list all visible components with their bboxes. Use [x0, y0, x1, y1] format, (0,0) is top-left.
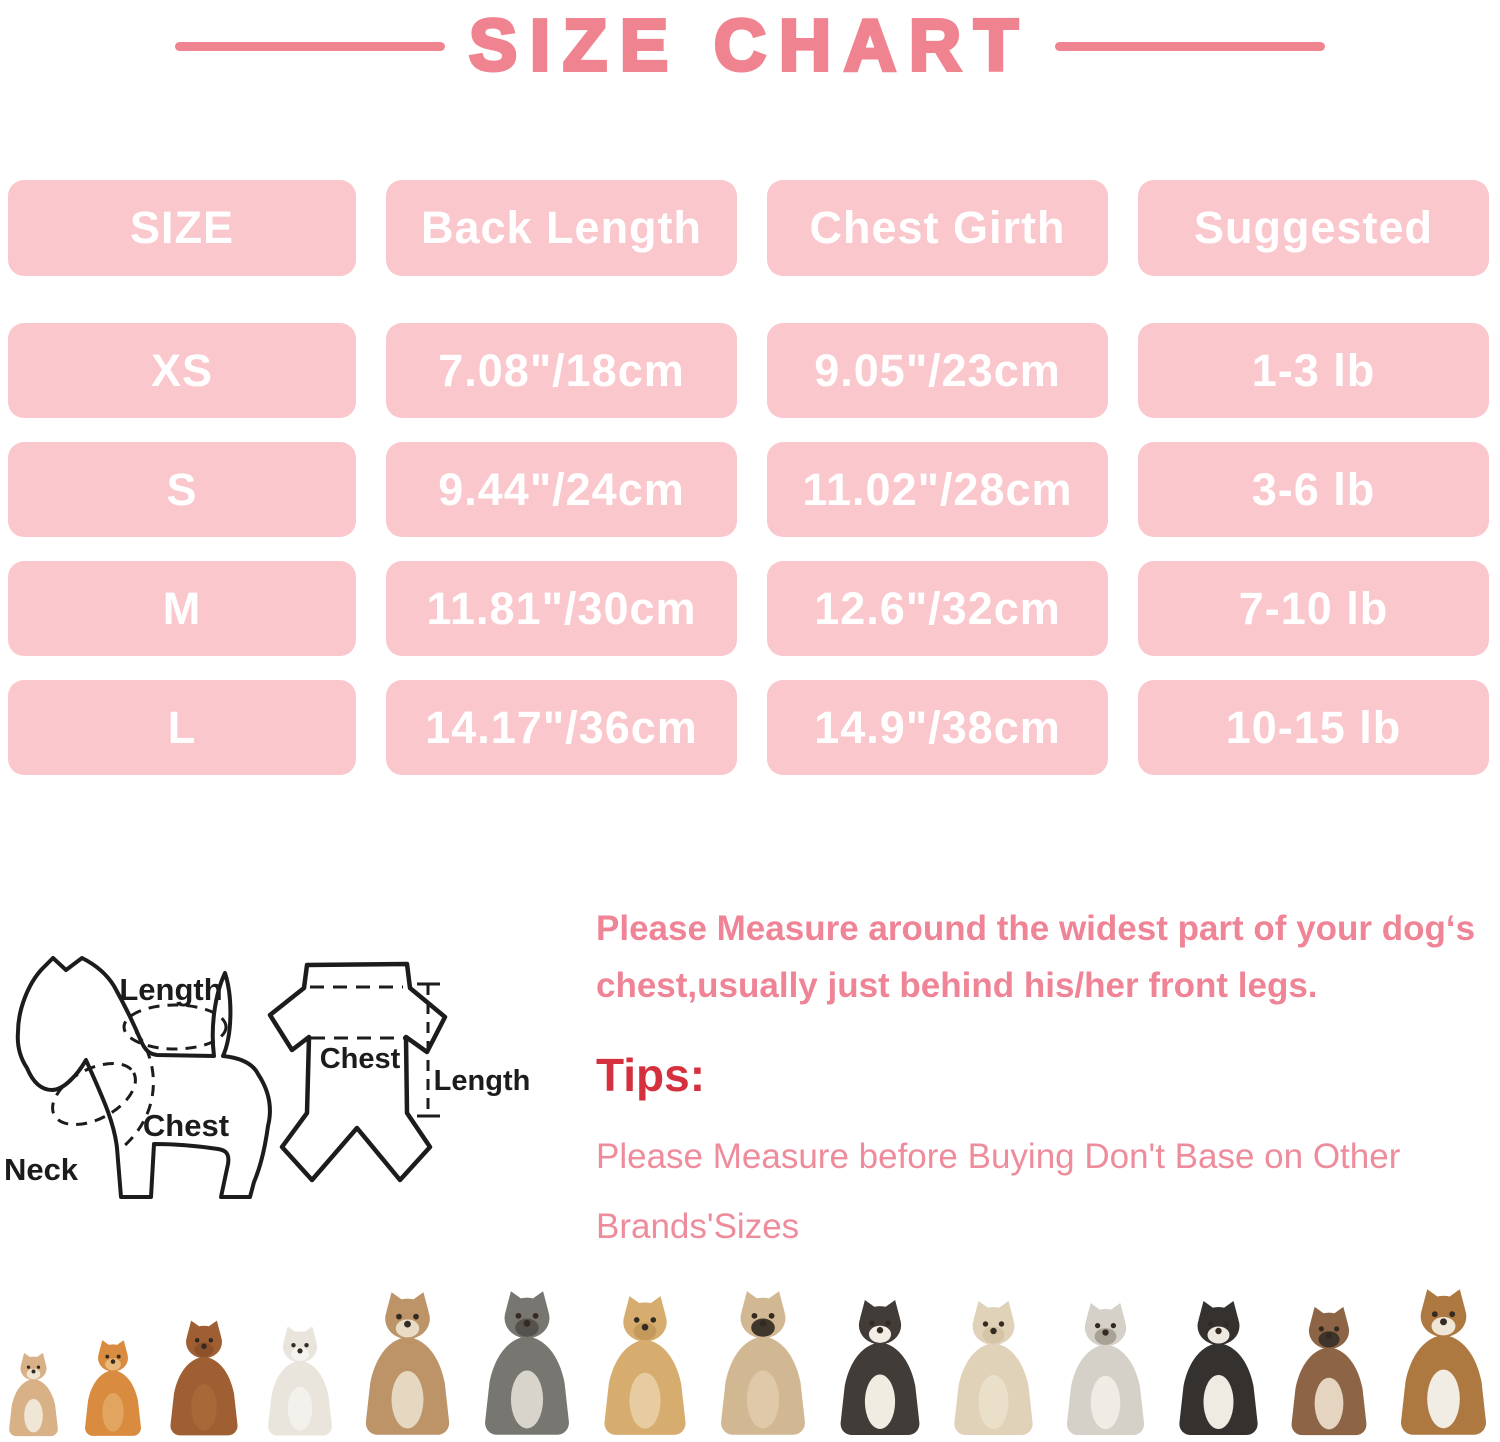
dog-photos-row: [0, 1286, 1500, 1438]
dog-length-label: Length: [119, 972, 223, 1007]
dog-photo-cavalier: [829, 1297, 931, 1438]
table-cell-suggested: 1-3 lb: [1138, 323, 1489, 418]
size-table-header: [8, 180, 1489, 276]
dog-photo-french-bulldog: [1281, 1304, 1377, 1438]
dog-photo-pomeranian: [77, 1338, 149, 1438]
table-cell-back-length: 7.08"/18cm: [386, 323, 737, 418]
page-title: SIZE CHART: [469, 6, 1031, 86]
dog-photo-boston-terrier: [1168, 1298, 1269, 1438]
title-divider-left: [175, 42, 445, 51]
table-cell-chest-girth: 14.9"/38cm: [767, 680, 1108, 775]
dog-photo-chihuahua: [2, 1351, 65, 1438]
header-cell-size: SIZE: [8, 180, 356, 276]
garment-length-label: Length: [433, 1065, 531, 1097]
title-divider-right: [1055, 42, 1325, 51]
tips-body: Please Measure before Buying Don't Base on Other Brands'Sizes: [596, 1137, 1401, 1247]
dog-photo-pug: [709, 1288, 817, 1438]
dog-neck-label: Neck: [3, 1152, 79, 1187]
table-cell-back-length: 14.17"/36cm: [386, 680, 737, 775]
table-cell-chest-girth: 11.02"/28cm: [767, 442, 1108, 537]
measurement-diagram: [0, 915, 580, 1220]
header-cell-back-length: Back Length: [386, 180, 737, 276]
table-cell-back-length: 11.81"/30cm: [386, 561, 737, 656]
table-cell-size: L: [8, 680, 356, 775]
table-cell-size: M: [8, 561, 356, 656]
dog-photo-shih-tzu: [354, 1289, 461, 1438]
table-cell-chest-girth: 12.6"/32cm: [767, 561, 1108, 656]
dog-photo-schnauzer: [473, 1288, 581, 1438]
garment-chest-label: Chest: [319, 1043, 401, 1075]
dog-chest-label: Chest: [142, 1108, 230, 1143]
title-banner: [0, 0, 1500, 92]
table-cell-back-length: 9.44"/24cm: [386, 442, 737, 537]
measure-note: Please Measure around the widest part of your dog‘s chest,usually just behind his/her front legs.: [596, 909, 1476, 1005]
dog-photo-golden-doodle: [593, 1293, 697, 1438]
dog-measure-illustration: [0, 915, 580, 1220]
length-measure-dashes: [124, 1005, 226, 1049]
size-table-body: [8, 323, 1489, 775]
dog-photo-bichon: [259, 1324, 341, 1438]
table-cell-size: S: [8, 442, 356, 537]
table-cell-size: XS: [8, 323, 356, 418]
table-cell-suggested: 10-15 lb: [1138, 680, 1489, 775]
dog-photo-poodle: [943, 1298, 1044, 1438]
table-cell-chest-girth: 9.05"/23cm: [767, 323, 1108, 418]
dog-photo-beagle: [1389, 1286, 1498, 1438]
dog-photo-toy-poodle: [161, 1318, 247, 1438]
header-cell-suggested: Suggested: [1138, 180, 1489, 276]
tips-heading: Tips:: [596, 1049, 706, 1102]
dog-photo-jack-russell: [1056, 1300, 1155, 1438]
table-cell-suggested: 7-10 lb: [1138, 561, 1489, 656]
header-cell-chest-girth: Chest Girth: [767, 180, 1108, 276]
notes-block: [596, 901, 1480, 1262]
table-cell-suggested: 3-6 lb: [1138, 442, 1489, 537]
